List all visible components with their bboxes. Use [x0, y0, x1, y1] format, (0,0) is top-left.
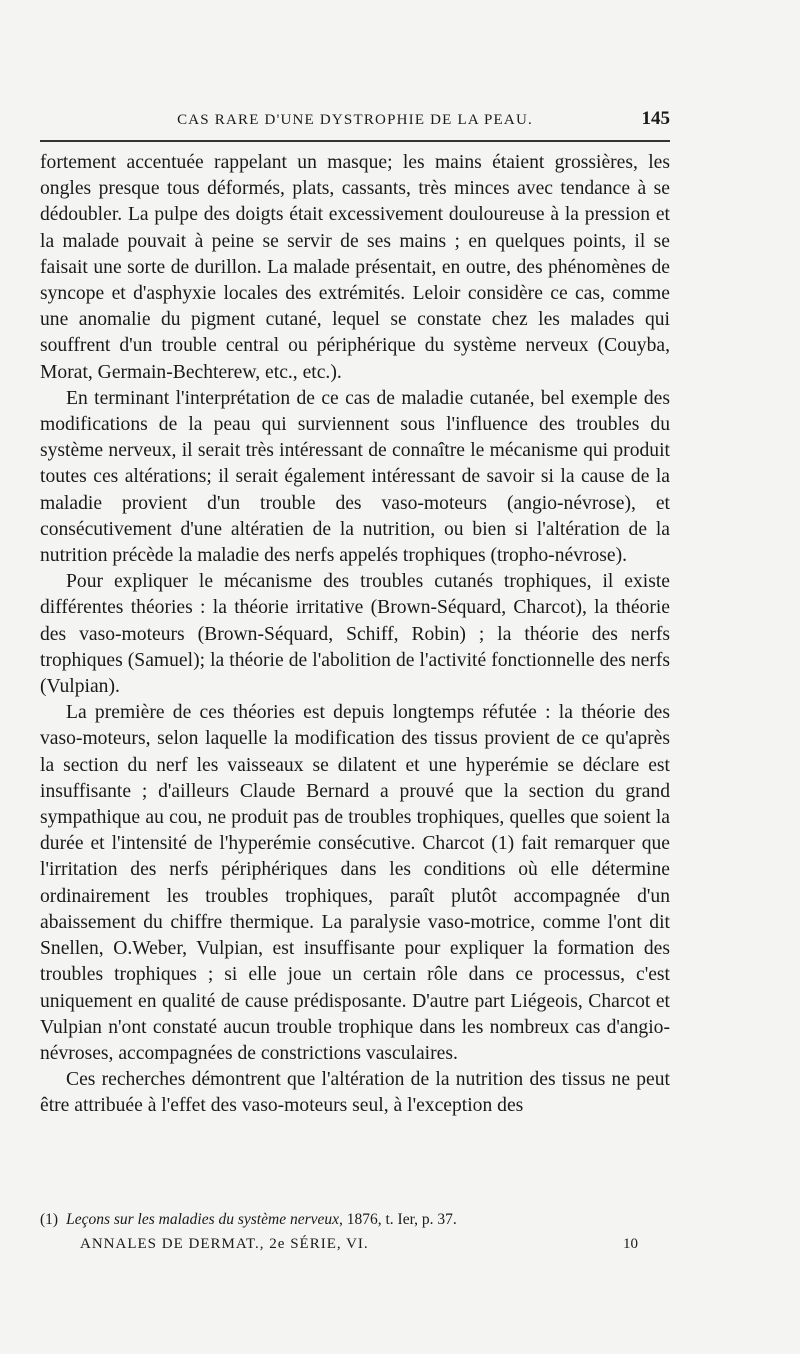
footnote-details: 1876, t. Ier, p. 37. — [346, 1211, 457, 1228]
page-number: 145 — [641, 108, 670, 129]
signature-line — [40, 1236, 670, 1258]
footnote-work-title: Leçons sur les maladies du système nerveux, — [66, 1211, 343, 1228]
paragraph: En terminant l'interprétation de ce cas de maladie cutanée, bel exemple des modifications de la peau qui surviennent sous l'influence des troubles du système nerveux, il serait très intéressant de connaître le mécanisme qui produit toutes ces altérations; il serait également intéressant de savoir si la cause de la maladie provient d'un trouble des vaso-moteurs (angio-névrose), et consécutivement d'une altératien de la nutrition, ou bien si l'altération de la nutrition précède la maladie des nerfs appelés trophiques (tropho-névrose). — [40, 387, 670, 567]
body-text — [40, 150, 670, 1120]
header-rule — [40, 140, 670, 142]
paragraph: La première de ces théories est depuis longtemps réfutée : la théorie des vaso-moteurs, selon laquelle la modification des tissus provient de ce qu'après la section du nerf les vaisseaux se dilatent et une hyperémie se déclare est insuffisante ; d'ailleurs Claude Bernard a prouvé que la section du grand sympathique au cou, ne produit pas de troubles trophiques, quelles que soient la durée et l'intensité de l'hyperémie consécutive. Charcot (1) fait remarquer que l'irritation des nerfs périphériques dans les conditions où elle détermine ordinairement les troubles trophiques, paraît plutôt accompagnée d'un abaissement du chiffre thermique. La paralysie vaso-motrice, comme l'ont dit Snellen, O.Weber, Vulpian, est insuffisante pour expliquer la formation des troubles trophiques ; si elle joue un certain rôle dans ce processus, c'est uniquement en qualité de cause prédisposante. D'autre part Liégeois, Charcot et Vulpian n'ont constaté aucun trouble trophique dans les nombreux cas d'angio-névroses, accompagnées de constrictions vasculaires. — [40, 702, 670, 1064]
footnote-number: (1) — [40, 1211, 59, 1228]
paragraph-continuation: fortement accentuée rappelant un masque; les mains étaient grossières, les ongles presque tous déformés, plats, cassants, très minces avec tendance à se dédoubler. La pulpe des doigts était excessivement douloureuse à la pression et la malade pouvait à peine se servir de ses mains ; en quelques points, il se faisait une sorte de durillon. La malade présentait, en outre, des phénomènes de syncope et d'asphyxie locales des extrémités. Leloir considère ce cas, comme une anomalie du pigment cutané, lequel se constate chez les malades qui souffrent d'un trouble central ou périphérique du système nerveux (Couyba, Morat, Germain-Bechterew, etc., etc.). — [40, 152, 670, 383]
journal-signature: ANNALES DE DERMAT., 2e SÉRIE, VI. — [80, 1236, 369, 1252]
running-title: CAS RARE D'UNE DYSTROPHIE DE LA PEAU. — [177, 112, 533, 128]
sheet-number: 10 — [623, 1236, 638, 1252]
paragraph: Pour expliquer le mécanisme des troubles cutanés trophiques, il existe différentes théories : la théorie irritative (Brown-Séquard, Charcot), la théorie des vaso-moteurs (Brown-Séquard, Schiff, Robin) ; la théorie des nerfs trophiques (Samuel); la théorie de l'abolition de l'activité fonctionnelle des nerfs (Vulpian). — [40, 571, 670, 698]
paragraph: Ces recherches démontrent que l'altération de la nutrition des tissus ne peut être attribuée à l'effet des vaso-moteurs seul, à l'exception des — [40, 1069, 670, 1117]
footnote — [40, 1210, 670, 1230]
running-header — [40, 104, 670, 132]
